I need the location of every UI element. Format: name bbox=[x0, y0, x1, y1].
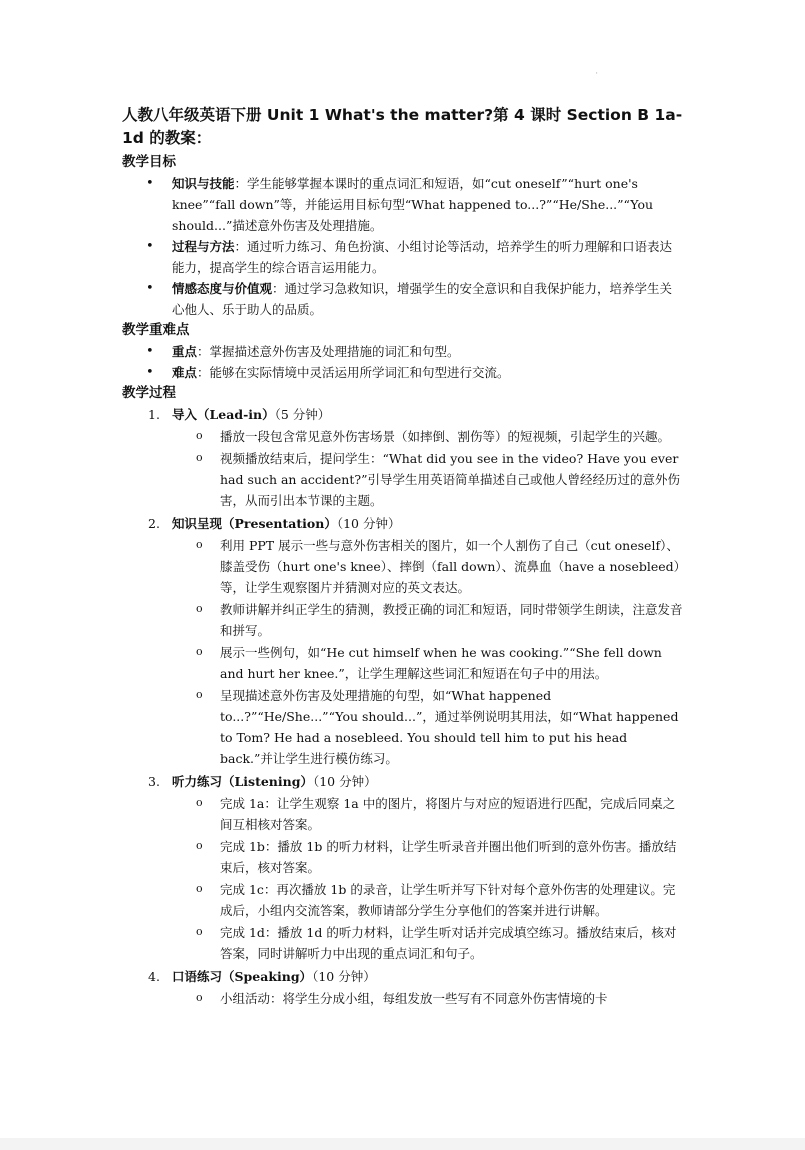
step-label: 口语练习（Speaking） bbox=[172, 969, 313, 984]
objective-text: ：通过听力练习、角色扮演、小组讨论等活动，培养学生的听力理解和口语表达能力，提高学生的综合语言运用能力。 bbox=[172, 239, 673, 275]
step-number: 2. bbox=[148, 516, 160, 531]
objectives-heading: 教学目标 bbox=[122, 154, 176, 170]
objectives-list bbox=[122, 173, 684, 320]
step-time: （10 分钟） bbox=[312, 969, 376, 984]
objective-label: 过程与方法 bbox=[172, 239, 235, 254]
page-title: 人教八年级英语下册 Unit 1 What's the matter?第 4 课时 Section B 1a-1d 的教案： bbox=[122, 106, 683, 147]
key-points-heading: 教学重难点 bbox=[122, 322, 190, 338]
step-sub-item: o 呈现描述意外伤害及处理措施的句型，如“What happened to...?”“He/She...”“You should...”，通过举例说明其用法，如“What happened to Tom? He had a nosebleed. You should tell him to put his head back.”并让学生进行模仿练习。 bbox=[170, 685, 684, 769]
process-heading: 教学过程 bbox=[122, 385, 176, 401]
key-point-label: 难点 bbox=[172, 365, 198, 380]
objective-text: ：学生能够掌握本课时的重点词汇和短语，如“cut oneself”“hurt one's knee”“fall down”等，并能运用目标句型“What happened to...?”“He/She...”“You should...”描述意外伤害及处理措施。 bbox=[172, 176, 654, 233]
key-point-text: ：能够在实际情境中灵活运用所学词汇和句型进行交流。 bbox=[197, 365, 510, 380]
step-sub-list bbox=[172, 426, 684, 511]
step-sub-item: o 完成 1b：播放 1b 的听力材料，让学生听录音并圈出他们听到的意外伤害。播放结束后，核对答案。 bbox=[170, 836, 684, 878]
step-sub-item: o 完成 1a：让学生观察 1a 中的图片，将图片与对应的短语进行匹配，完成后同桌之间互相核对答案。 bbox=[170, 793, 684, 835]
objective-text: ：通过学习急救知识，增强学生的安全意识和自我保护能力，培养学生关心他人、乐于助人的品质。 bbox=[172, 281, 673, 317]
objective-item bbox=[122, 278, 684, 320]
objective-label: 情感态度与价值观 bbox=[172, 281, 273, 296]
objective-item bbox=[122, 236, 684, 278]
key-point-item bbox=[122, 362, 684, 383]
step-label: 导入（Lead-in） bbox=[172, 407, 275, 422]
process-step bbox=[122, 771, 684, 964]
step-number: 4. bbox=[148, 969, 160, 984]
step-number: 3. bbox=[148, 774, 160, 789]
key-point-label: 重点 bbox=[172, 344, 198, 359]
step-sub-item: o 小组活动：将学生分成小组，每组发放一些写有不同意外伤害情境的卡 bbox=[170, 988, 684, 1009]
step-sub-item: o 播放一段包含常见意外伤害场景（如摔倒、割伤等）的短视频，引起学生的兴趣。 bbox=[170, 426, 684, 447]
key-point-item bbox=[122, 341, 684, 362]
key-points-list bbox=[122, 341, 684, 383]
process-steps bbox=[122, 404, 684, 1009]
objective-label: 知识与技能 bbox=[172, 176, 235, 191]
document-content bbox=[122, 104, 684, 1011]
step-sub-item: o 利用 PPT 展示一些与意外伤害相关的图片，如一个人割伤了自己（cut oneself）、膝盖受伤（hurt one's knee）、摔倒（fall down）、流鼻血（have a nosebleed）等，让学生观察图片并猜测对应的英文表达。 bbox=[170, 535, 684, 598]
step-sub-item: o 展示一些例句，如“He cut himself when he was cooking.”“She fell down and hurt her knee.”，让学生理解这些词汇和短语在句子中的用法。 bbox=[170, 642, 684, 684]
corner-mark: ' bbox=[596, 72, 598, 79]
step-sub-list bbox=[172, 535, 684, 769]
step-sub-list bbox=[172, 988, 684, 1009]
step-label: 听力练习（Listening） bbox=[172, 774, 313, 789]
step-sub-item: o 完成 1c：再次播放 1b 的录音，让学生听并写下针对每个意外伤害的处理建议。完成后，小组内交流答案，教师请部分学生分享他们的答案并进行讲解。 bbox=[170, 879, 684, 921]
step-sub-item: o 教师讲解并纠正学生的猜测，教授正确的词汇和短语，同时带领学生朗读，注意发音和拼写。 bbox=[170, 599, 684, 641]
step-time: （10 分钟） bbox=[336, 516, 401, 531]
step-sub-list bbox=[172, 793, 684, 964]
key-point-text: ：掌握描述意外伤害及处理措施的词汇和句型。 bbox=[197, 344, 460, 359]
step-label: 知识呈现（Presentation） bbox=[172, 516, 337, 531]
step-time: （10 分钟） bbox=[312, 774, 377, 789]
process-step bbox=[122, 966, 684, 1009]
step-sub-item: o 视频播放结束后，提问学生：“What did you see in the video? Have you ever had such an accident?”引导学生用英语简单描述自己或他人曾经经历过的意外伤害，从而引出本节课的主题。 bbox=[170, 448, 684, 511]
step-sub-item: o 完成 1d：播放 1d 的听力材料，让学生听对话并完成填空练习。播放结束后，核对答案，同时讲解听力中出现的重点词汇和句子。 bbox=[170, 922, 684, 964]
process-step bbox=[122, 513, 684, 769]
objective-item bbox=[122, 173, 684, 236]
process-step bbox=[122, 404, 684, 511]
step-time: （5 分钟） bbox=[274, 407, 331, 422]
step-number: 1. bbox=[148, 407, 160, 422]
